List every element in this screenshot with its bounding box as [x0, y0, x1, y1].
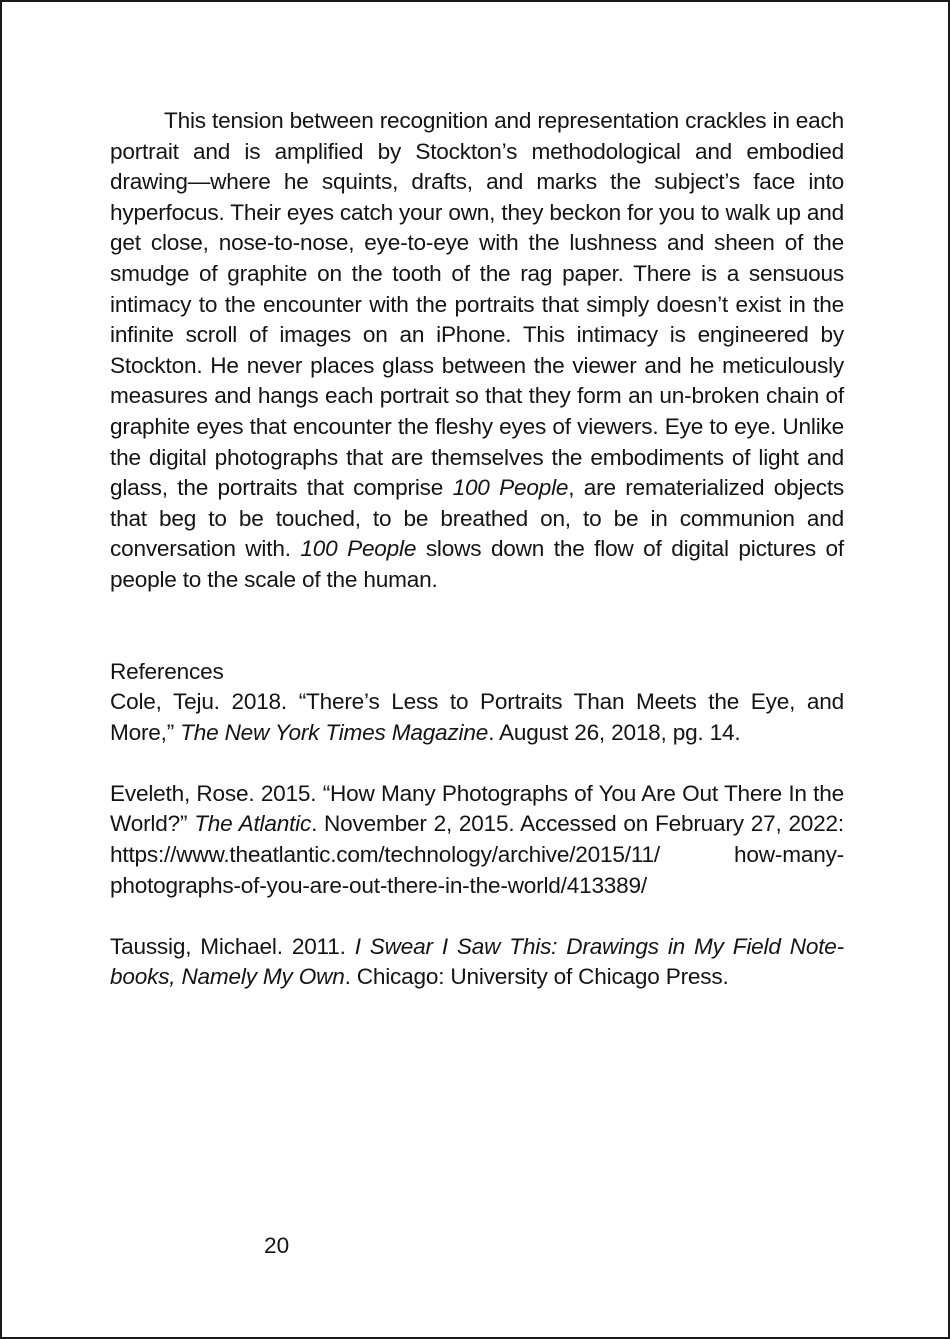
body-text: slows down the flow of digital pictures of people to the scale of the human. — [110, 536, 844, 592]
reference-title: The Atlantic — [194, 811, 312, 837]
body-paragraph — [110, 106, 844, 596]
references-section — [110, 657, 844, 994]
reference-title: The New York Times Magazine — [180, 719, 489, 745]
body-text: This tension between recognition and representation crackles in each portrait and is amplified by Stockton’s methodological and embodied drawing—where he squints, drafts, and marks the subject’s face into hyperfocus. Their eyes catch your own, they beckon for you to walk up and get close, nose-to-nose, eye-to-eye with the lushness and sheen of the smudge of graphite on the tooth of the rag paper. There is a sensuous intimacy to the encounter with the portraits that simply doesn’t exist in the infinite scroll of images on an iPhone. This intimacy is engineered by Stockton. He never places glass between the viewer and he meticulously measures and hangs each portrait so that they form an un-broken chain of graphite eyes that encounter the fleshy eyes of viewers. Eye to eye. Unlike the digital photographs that are themselves the embodiments of light and glass, the portraits that comprise — [110, 108, 844, 501]
reference-entry — [110, 779, 844, 901]
book-title: 100 People — [452, 475, 569, 501]
body-text: , are rematerialized objects that beg to be touched, to be breathed on, to be in communion and conversation with. — [110, 475, 844, 562]
reference-entry — [110, 687, 844, 748]
page-number: 20 — [264, 1233, 290, 1258]
reference-details: . August 26, 2018, pg. 14. — [488, 719, 741, 745]
reference-citation: Cole, Teju. 2018. “There’s Less to Portraits Than Meets the Eye, and More,” — [110, 689, 844, 745]
reference-entry — [110, 932, 844, 993]
reference-title: I Swear I Saw This: Drawings in My Field Note-books, Namely My Own — [110, 933, 844, 990]
reference-details: . Chicago: University of Chicago Press. — [344, 964, 729, 990]
book-title: 100 People — [300, 536, 417, 562]
references-heading: References — [110, 658, 224, 684]
reference-citation: Taussig, Michael. 2011. — [110, 933, 355, 959]
reference-details: . November 2, 2015. Accessed on February 27, 2022: https://www.theatlantic.com/technology/archive/2015/11/ how-many-photographs-of-you-are-out-there-in-the-world/413389/ — [110, 811, 844, 898]
reference-citation: Eveleth, Rose. 2015. “How Many Photographs of You Are Out There In the World?” — [110, 780, 844, 837]
page-content — [110, 106, 844, 1024]
